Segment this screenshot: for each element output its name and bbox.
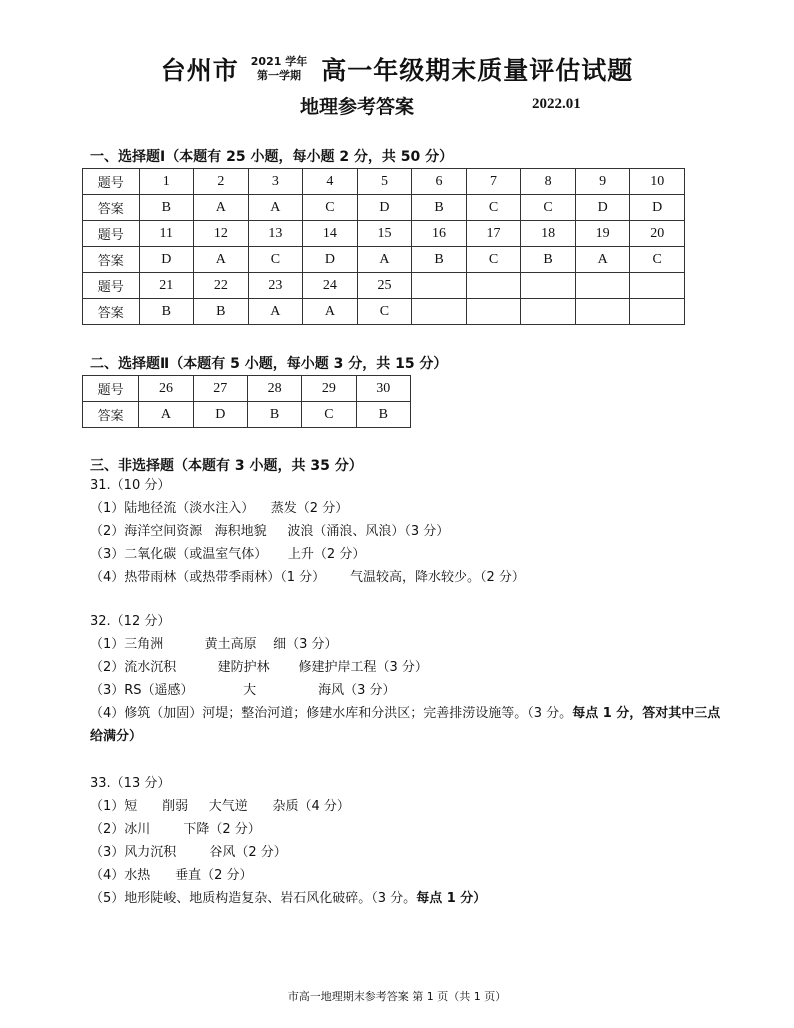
table-cell	[466, 273, 521, 299]
table-cell: A	[303, 299, 358, 325]
table-cell: 5	[357, 169, 412, 195]
table-cell: 8	[521, 169, 576, 195]
table-cell: 9	[575, 169, 630, 195]
answer-table-section1	[82, 168, 685, 325]
table-cell	[575, 299, 630, 325]
table-cell: 3	[248, 169, 303, 195]
table-cell: B	[412, 247, 467, 273]
row-label: 答案	[83, 402, 139, 428]
q32-line-4	[90, 702, 730, 748]
title-term	[251, 55, 307, 83]
document-subtitle: 地理参考答案	[300, 96, 415, 118]
table-cell	[412, 299, 467, 325]
q31-line-4: （4）热带雨林（或热带季雨林）（1 分） 气温较高，降水较少。（2 分）	[90, 570, 525, 585]
table-cell	[575, 273, 630, 299]
row-label: 题号	[83, 273, 140, 299]
table-cell: C	[357, 299, 412, 325]
table-cell: 30	[356, 376, 410, 402]
table-cell: B	[521, 247, 576, 273]
table-cell: 29	[302, 376, 356, 402]
table-cell: 2	[194, 169, 249, 195]
table-cell	[630, 273, 685, 299]
q32-line-1: （1）三角洲 黄土高原 细（3 分）	[90, 637, 338, 652]
table-cell: A	[194, 195, 249, 221]
table-cell	[521, 299, 576, 325]
question-32	[90, 610, 730, 748]
table-cell: A	[248, 299, 303, 325]
q33-line-5	[90, 887, 730, 910]
table-cell	[412, 273, 467, 299]
table-cell: 22	[194, 273, 249, 299]
table-cell: 10	[630, 169, 685, 195]
q33-line-5-normal: （5）地形陡峻、地质构造复杂、岩石风化破碎。（3 分。	[90, 891, 417, 906]
table-cell: C	[630, 247, 685, 273]
table-cell: 11	[139, 221, 194, 247]
table-cell: C	[248, 247, 303, 273]
table-cell: 13	[248, 221, 303, 247]
question-31	[90, 474, 730, 589]
table-row	[83, 376, 411, 402]
section2-heading: 二、选择题Ⅱ（本题有 5 小题，每小题 3 分，共 15 分）	[90, 356, 448, 372]
title-main: 高一年级期末质量评估试题	[321, 56, 634, 85]
row-label: 答案	[83, 299, 140, 325]
table-cell: B	[247, 402, 301, 428]
table-cell: A	[357, 247, 412, 273]
table-cell: D	[357, 195, 412, 221]
page-footer: 市高一地理期末参考答案 第 1 页（共 1 页）	[287, 990, 507, 1003]
table-cell: 20	[630, 221, 685, 247]
q32-line-4-bold: 每点 1 分，答对其中三点给满分）	[90, 706, 721, 744]
title-city: 台州市	[160, 56, 239, 85]
table-cell: 7	[466, 169, 521, 195]
row-label: 题号	[83, 169, 140, 195]
row-label: 题号	[83, 376, 139, 402]
row-label: 答案	[83, 195, 140, 221]
q31-title: 31.（10 分）	[90, 478, 171, 493]
table-cell: D	[630, 195, 685, 221]
q33-line-2: （2）冰川 下降（2 分）	[90, 822, 261, 837]
table-cell: C	[302, 402, 356, 428]
table-cell: 15	[357, 221, 412, 247]
q33-line-1: （1）短 削弱 大气逆 杂质（4 分）	[90, 799, 350, 814]
table-cell: 1	[139, 169, 194, 195]
table-cell	[466, 299, 521, 325]
q32-line-4-normal: （4）修筑（加固）河堤；整治河道；修建水库和分洪区；完善排涝设施等。（3 分。	[90, 706, 573, 721]
q31-line-2: （2）海洋空间资源 海积地貌 波浪（涌浪、风浪）（3 分）	[90, 524, 450, 539]
table-cell: 16	[412, 221, 467, 247]
row-label: 答案	[83, 247, 140, 273]
table-cell: B	[139, 299, 194, 325]
q33-line-3: （3）风力沉积 谷风（2 分）	[90, 845, 287, 860]
term-year: 2021 学年	[250, 55, 308, 68]
q32-title: 32.（12 分）	[90, 614, 171, 629]
table-row	[83, 273, 685, 299]
table-cell: C	[521, 195, 576, 221]
table-cell: 24	[303, 273, 358, 299]
q33-line-4: （4）水热 垂直（2 分）	[90, 868, 253, 883]
table-row	[83, 169, 685, 195]
table-cell: 28	[247, 376, 301, 402]
q32-line-3: （3）RS（遥感） 大 海风（3 分）	[90, 683, 396, 698]
table-cell: D	[193, 402, 247, 428]
table-cell: 21	[139, 273, 194, 299]
table-cell: 14	[303, 221, 358, 247]
table-cell: D	[575, 195, 630, 221]
table-cell: A	[194, 247, 249, 273]
table-cell: B	[356, 402, 410, 428]
table-cell: D	[139, 247, 194, 273]
table-cell: A	[139, 402, 193, 428]
document-title	[0, 48, 794, 90]
section1-heading: 一、选择题Ⅰ（本题有 25 小题，每小题 2 分，共 50 分）	[90, 149, 454, 165]
table-cell: B	[139, 195, 194, 221]
table-row	[83, 247, 685, 273]
table-cell: D	[303, 247, 358, 273]
table-row	[83, 221, 685, 247]
table-cell: 27	[193, 376, 247, 402]
table-cell: 18	[521, 221, 576, 247]
table-cell: 19	[575, 221, 630, 247]
q32-line-2: （2）流水沉积 建防护林 修建护岸工程（3 分）	[90, 660, 428, 675]
table-cell	[521, 273, 576, 299]
table-cell: 12	[194, 221, 249, 247]
table-row	[83, 195, 685, 221]
table-row	[83, 402, 411, 428]
table-cell: 26	[139, 376, 193, 402]
table-cell: 17	[466, 221, 521, 247]
table-row	[83, 299, 685, 325]
table-cell	[630, 299, 685, 325]
term-semester: 第一学期	[256, 69, 301, 82]
document-date: 2022.01	[532, 96, 581, 112]
q33-title: 33.（13 分）	[90, 776, 171, 791]
table-cell: 6	[412, 169, 467, 195]
q31-line-3: （3）二氧化碳（或温室气体） 上升（2 分）	[90, 547, 366, 562]
q33-line-5-bold: 每点 1 分）	[416, 891, 487, 906]
table-cell: C	[466, 247, 521, 273]
question-33	[90, 772, 730, 910]
table-cell: A	[248, 195, 303, 221]
table-cell: 4	[303, 169, 358, 195]
table-cell: A	[575, 247, 630, 273]
table-cell: 25	[357, 273, 412, 299]
section3-heading: 三、非选择题（本题有 3 小题，共 35 分）	[90, 458, 363, 474]
answer-table-section2	[82, 375, 411, 428]
row-label: 题号	[83, 221, 140, 247]
q31-line-1: （1）陆地径流（淡水注入） 蒸发（2 分）	[90, 501, 349, 516]
table-cell: C	[303, 195, 358, 221]
table-cell: B	[412, 195, 467, 221]
table-cell: B	[194, 299, 249, 325]
table-cell: C	[466, 195, 521, 221]
table-cell: 23	[248, 273, 303, 299]
